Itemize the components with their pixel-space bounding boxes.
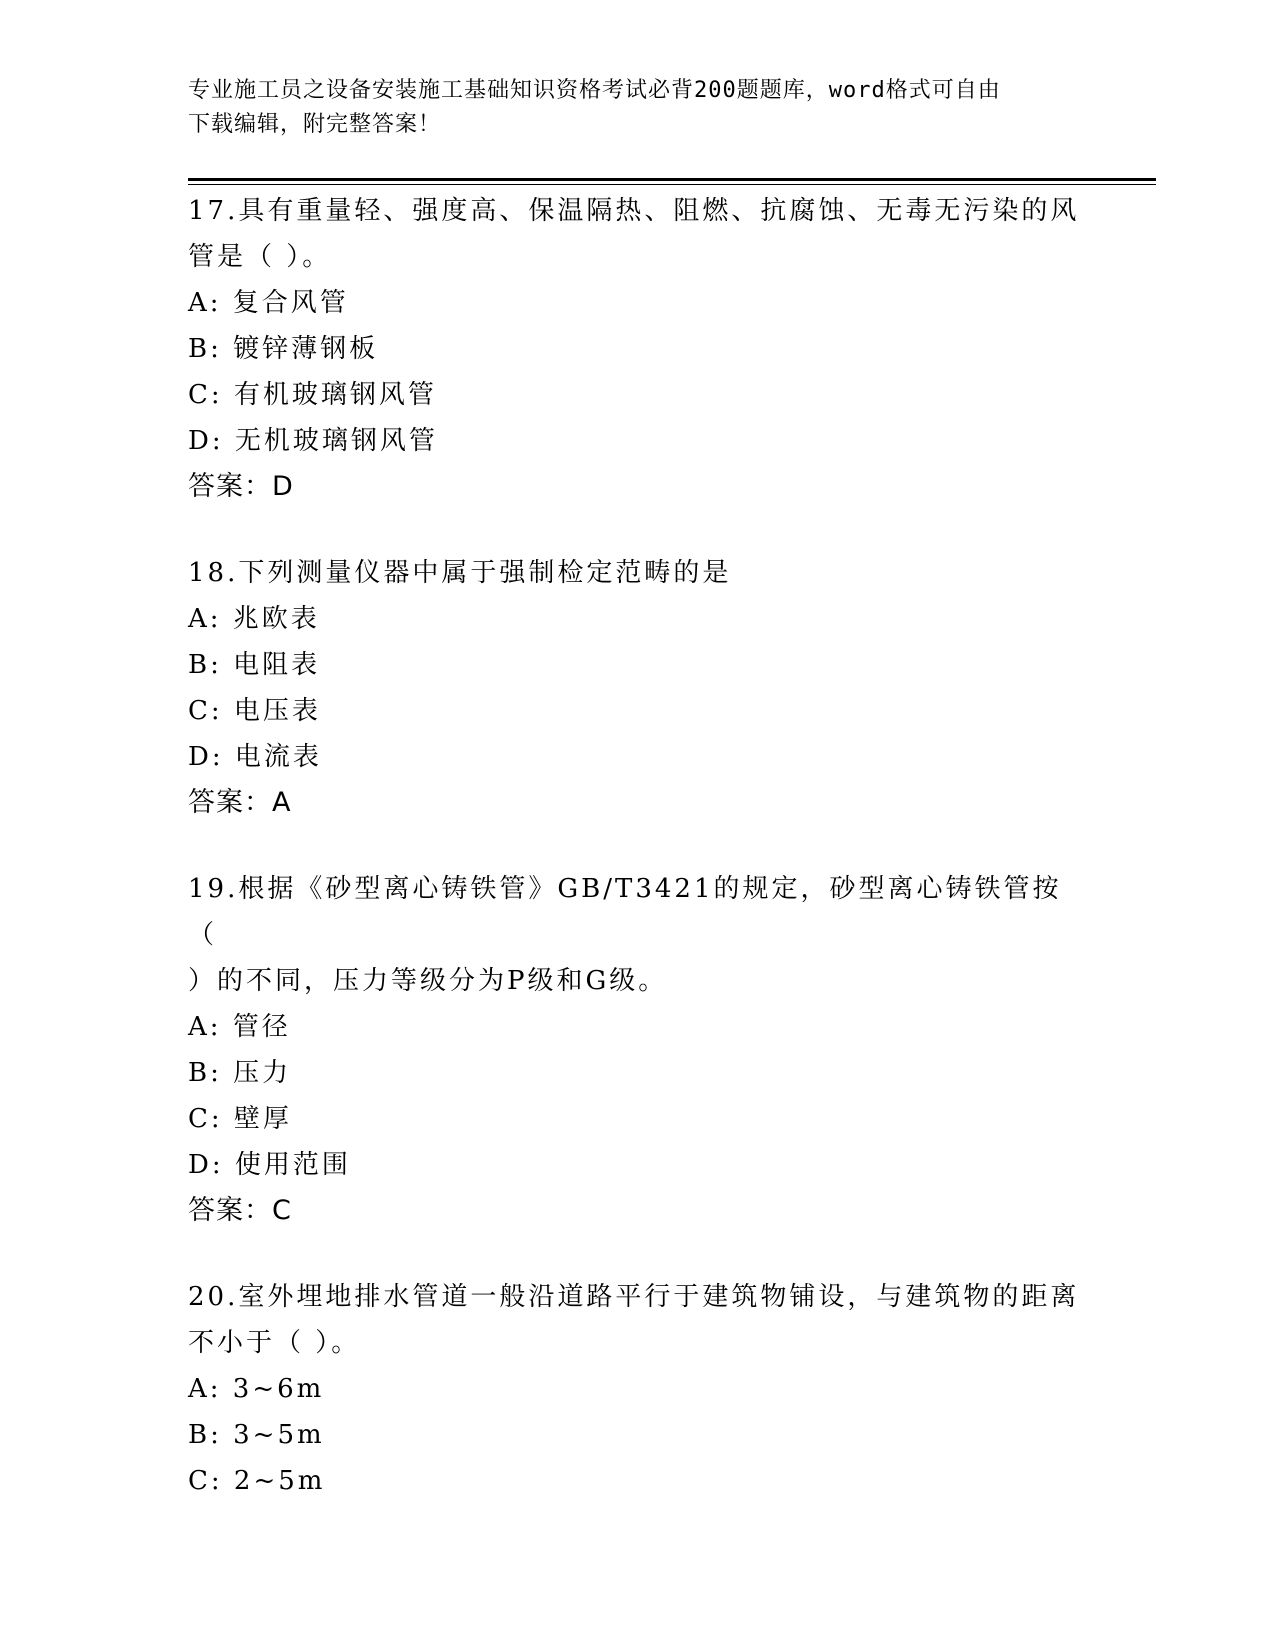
option-a: A: 兆欧表 (188, 604, 320, 634)
option-b: B: 3~5m (188, 1420, 325, 1450)
question-18 (188, 550, 1088, 826)
question-list (188, 188, 1088, 1544)
option-a: A: 管径 (188, 1012, 291, 1042)
question-text-continued: ）的不同，压力等级分为P级和G级。 (188, 966, 668, 996)
question-text: 18.下列测量仪器中属于强制检定范畴的是 (188, 558, 732, 588)
answer: 答案：D (188, 471, 294, 502)
question-text: 17.具有重量轻、强度高、保温隔热、阻燃、抗腐蚀、无毒无污染的风 (188, 196, 1080, 226)
answer: 答案：C (188, 1195, 292, 1226)
option-b: B: 压力 (188, 1058, 292, 1088)
option-c: C: 有机玻璃钢风管 (188, 380, 437, 410)
header-line-1: 专业施工员之设备安装施工基础知识资格考试必背200题题库，word格式可自由 (188, 78, 1001, 103)
header-divider-thin (188, 184, 1156, 185)
question-19 (188, 866, 1088, 1234)
option-c: C: 壁厚 (188, 1104, 292, 1134)
option-c: C: 电压表 (188, 696, 321, 726)
question-text: 20.室外埋地排水管道一般沿道路平行于建筑物铺设，与建筑物的距离 (188, 1282, 1080, 1312)
header-divider-thick (188, 178, 1156, 181)
question-text: 19.根据《砂型离心铸铁管》GB/T3421的规定，砂型离心铸铁管按（ (188, 874, 1062, 950)
option-d: D: 使用范围 (188, 1150, 351, 1180)
option-b: B: 电阻表 (188, 650, 321, 680)
option-a: A: 3~6m (188, 1374, 325, 1404)
question-text-continued: 不小于（ ）。 (188, 1328, 361, 1358)
answer: 答案：A (188, 787, 292, 818)
option-d: D: 电流表 (188, 742, 322, 772)
document-header (188, 74, 1068, 142)
question-17 (188, 188, 1088, 510)
header-line-2: 下载编辑，附完整答案！ (188, 112, 442, 137)
option-c: C: 2~5m (188, 1466, 326, 1496)
option-a: A: 复合风管 (188, 288, 349, 318)
question-20 (188, 1274, 1088, 1504)
option-b: B: 镀锌薄钢板 (188, 334, 379, 364)
question-text-continued: 管是（ ）。 (188, 242, 332, 272)
option-d: D: 无机玻璃钢风管 (188, 426, 438, 456)
